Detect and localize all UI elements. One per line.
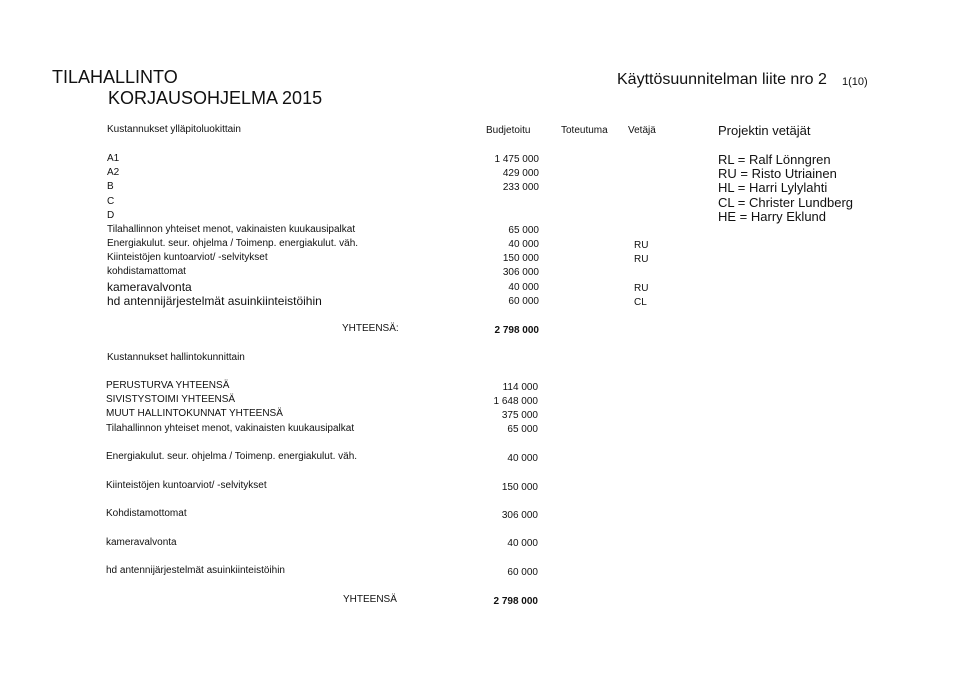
leader-entry: HL = Harri Lylylahti [718,180,828,195]
row-value: 114 000 [502,382,538,393]
row-label: kameravalvonta [107,280,192,294]
row-label: D [107,210,115,221]
total2-value: 2 798 000 [493,596,538,607]
row-value: 65 000 [508,225,539,236]
row-value: 150 000 [501,482,538,493]
section1-title: Kustannukset ylläpitoluokittain [107,124,241,135]
row-value: 429 000 [502,168,539,179]
row-label: hd antennijärjestelmät asuinkiinteistöihin [107,294,322,308]
row-label: Kiinteistöjen kuntoarviot/ -selvitykset [107,252,268,263]
total2-label: YHTEENSÄ [343,594,397,605]
row-label: hd antennijärjestelmät asuinkiinteistöihin [106,565,285,576]
row-value: 233 000 [502,182,539,193]
row-value: 40 000 [508,282,539,293]
leader-entry: RL = Ralf Lönngren [718,152,831,167]
row-label: C [107,196,115,207]
row-value: 375 000 [501,410,538,421]
row-label: kohdistamattomat [107,266,186,277]
title-tilahallinto: TILAHALLINTO [52,67,178,87]
row-value: 306 000 [501,510,538,521]
row-value: 60 000 [508,296,539,307]
row-label: B [107,181,114,192]
row-value: 306 000 [502,267,539,278]
row-leader: CL [634,297,647,308]
row-label: Energiakulut. seur. ohjelma / Toimenp. energiakulut. väh. [106,451,358,462]
row-label: Energiakulut. seur. ohjelma / Toimenp. energiakulut. väh. [107,238,359,249]
col-budget: Budjetoitu [486,125,531,136]
row-value: 1 475 000 [494,154,539,165]
total1-label: YHTEENSÄ: [342,323,399,334]
row-label: A1 [107,153,120,164]
row-value: 40 000 [508,239,539,250]
row-label: A2 [107,167,120,178]
leader-entry: HE = Harry Eklund [718,209,827,224]
row-leader: RU [634,240,649,251]
row-label: Tilahallinnon yhteiset menot, vakinaisten kuukausipalkat [106,423,355,434]
row-leader: RU [634,254,649,265]
leader-entry: CL = Christer Lundberg [718,195,854,210]
row-value: 40 000 [507,538,538,549]
col-actual: Toteutuma [561,125,608,136]
row-value: 65 000 [507,424,538,435]
col-leader: Vetäjä [628,125,656,136]
section2-title: Kustannukset hallintokunnittain [107,352,245,363]
row-value: 1 648 000 [493,396,538,407]
page-number: 1(10) [842,76,868,88]
row-label: PERUSTURVA YHTEENSÄ [106,380,230,391]
leaders-title: Projektin vetäjät [718,123,811,138]
row-label: Tilahallinnon yhteiset menot, vakinaisten kuukausipalkat [107,224,356,235]
row-leader: RU [634,283,649,294]
row-value: 40 000 [507,453,538,464]
row-label: SIVISTYSTOIMI YHTEENSÄ [106,394,236,405]
title-korjausohjelma: KORJAUSOHJELMA 2015 [108,88,323,108]
total1-value: 2 798 000 [494,325,539,336]
row-label: kameravalvonta [106,537,177,548]
row-label: MUUT HALLINTOKUNNAT YHTEENSÄ [106,408,283,419]
appendix-label: Käyttösuunnitelman liite nro 2 [617,71,827,88]
leader-entry: RU = Risto Utriainen [718,166,837,181]
row-label: Kohdistamottomat [106,508,187,519]
row-value: 60 000 [507,567,538,578]
row-label: Kiinteistöjen kuntoarviot/ -selvitykset [106,480,267,491]
row-value: 150 000 [502,253,539,264]
